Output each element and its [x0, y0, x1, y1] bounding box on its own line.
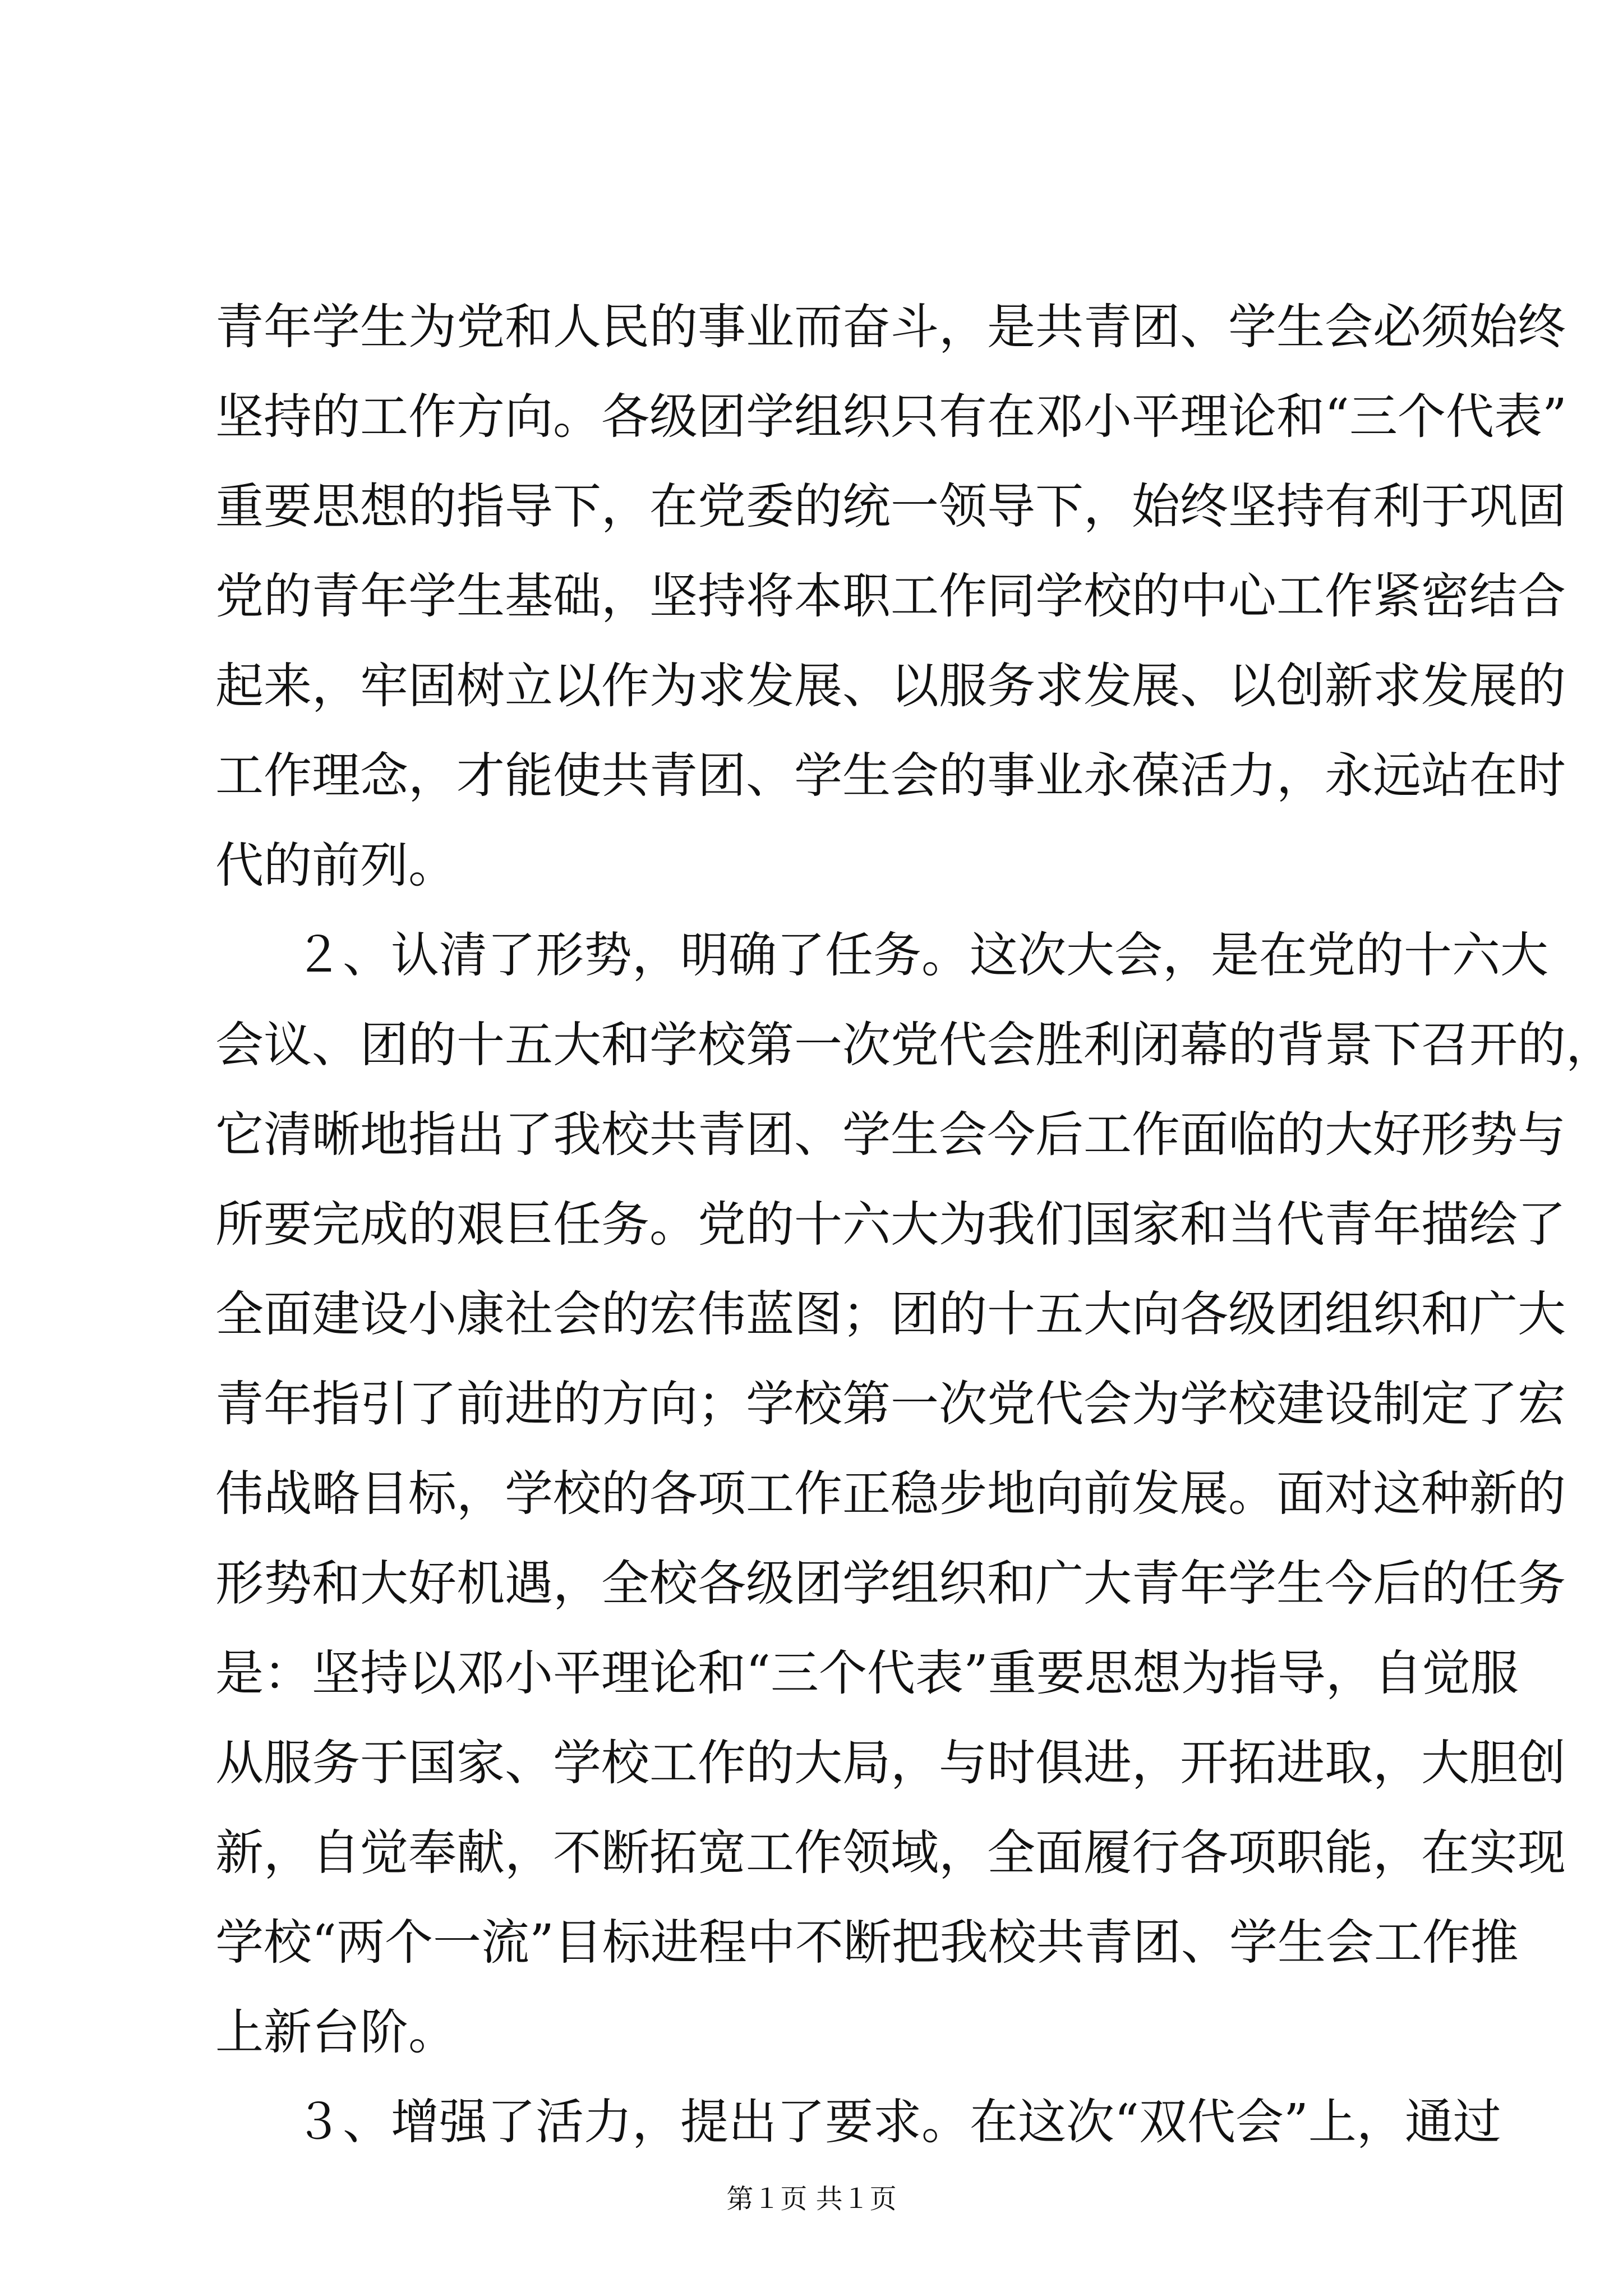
paragraph-line: 青年指引了前进的方向；学校第一次党代会为学校建设制定了宏 — [215, 1376, 1566, 1432]
paragraph-line: 全面建设小康社会的宏伟蓝图；团的十五大向各级团组织和广大 — [215, 1286, 1566, 1342]
paragraph-line: 所要完成的艰巨任务。党的十六大为我们国家和当代青年描绘了 — [215, 1197, 1566, 1253]
paragraph-line: 从服务于国家、学校工作的大局，与时俱进，开拓进取，大胆创 — [215, 1735, 1566, 1791]
paragraph-line: 会议、团的十五大和学校第一次党代会胜利闭幕的背景下召开的， — [215, 1017, 1614, 1073]
paragraph-line: 形势和大好机遇，全校各级团学组织和广大青年学生今后的任务 — [215, 1556, 1566, 1612]
paragraph-line: 坚持的工作方向。各级团学组织只有在邓小平理论和“三个代表” — [215, 389, 1567, 445]
page-footer: 第１页 共１页 — [726, 2183, 897, 2215]
paragraph-line: 它清晰地指出了我校共青团、学生会今后工作面临的大好形势与 — [215, 1107, 1566, 1163]
paragraph-line: 起来，牢固树立以作为求发展、以服务求发展、以创新求发展的 — [215, 658, 1566, 714]
paragraph-line: 党的青年学生基础，坚持将本职工作同学校的中心工作紧密结合 — [215, 568, 1566, 624]
paragraph-line: 重要思想的指导下，在党委的统一领导下，始终坚持有利于巩固 — [215, 478, 1566, 535]
paragraph-line: ３、增强了活力，提出了要求。在这次“双代会”上，通过 — [294, 2094, 1501, 2150]
paragraph-line: 是：坚持以邓小平理论和“三个代表”重要思想为指导，自觉服 — [215, 1645, 1519, 1701]
paragraph-line: 新，自觉奉献，不断拓宽工作领域，全面履行各项职能，在实现 — [215, 1825, 1566, 1881]
paragraph-line: 工作理念，才能使共青团、学生会的事业永葆活力，永远站在时 — [215, 748, 1566, 804]
paragraph-line: 青年学生为党和人民的事业而奋斗，是共青团、学生会必须始终 — [215, 299, 1566, 355]
paragraph-line: 上新台阶。 — [215, 2004, 457, 2060]
paragraph-line: 伟战略目标，学校的各项工作正稳步地向前发展。面对这种新的 — [215, 1466, 1566, 1522]
paragraph-line: ２、认清了形势，明确了任务。这次大会，是在党的十六大 — [294, 927, 1548, 983]
paragraph-line: 学校“两个一流”目标进程中不断把我校共青团、学生会工作推 — [215, 1915, 1519, 1971]
paragraph-line: 代的前列。 — [215, 838, 457, 894]
